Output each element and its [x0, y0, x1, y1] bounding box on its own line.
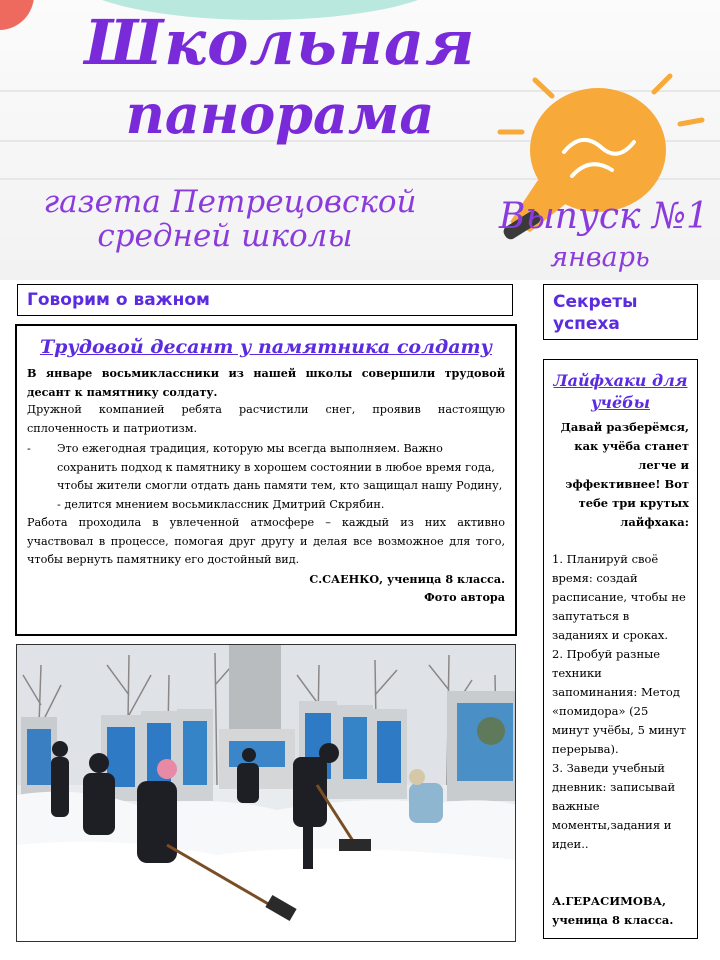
sidebar-author: А.ГЕРАСИМОВА, ученица 8 класса.: [552, 894, 674, 927]
photo-illustration: [17, 645, 516, 942]
article-photo: [16, 644, 516, 942]
newspaper-subtitle: газета Петрецовской: [43, 184, 417, 220]
article-author: С.САЕНКО, ученица 8 класса.: [309, 571, 505, 586]
article-title: Трудовой десант у памятника солдату: [40, 336, 492, 358]
issue-month: январь: [550, 242, 650, 273]
issue-number: Выпуск №1: [499, 196, 709, 237]
tip-item: 1. Планируй своё время: создай расписание, чтобы не запутаться в заданиях и сроках.: [552, 552, 686, 642]
article: [15, 324, 517, 636]
section-header-important: Говорим о важном: [17, 284, 513, 316]
sidebar-lifehacks: [543, 359, 698, 939]
sidebar-title: Лайфхаки для учёбы: [553, 371, 688, 412]
section-header-success: Секреты успеха: [543, 284, 698, 340]
tip-item: 2. Пробуй разные техники запоминания: Метод «помидора» (25 минут учёбы, 5 минут перерыва).: [552, 647, 686, 756]
masthead: [0, 0, 720, 280]
quote-text: Это ежегодная традиция, которую мы всегда выполняем. Важно сохранить подход к памятнику в хорошем состоянии в любое время года, чтобы жители смогли отдать дань памяти тем, кто защищал нашу Родину, - делится мнением восьмиклассник Дмитрий Скрябин.: [57, 442, 503, 511]
article-paragraph: Работа проходила в увлеченной атмосфере – каждый из них активно участвовал в процессе, помогая друг другу и делая все возможное для того, чтобы вернуть памятнику его достойный вид.: [27, 516, 505, 566]
newspaper-title: Школьная: [84, 6, 476, 79]
article-paragraph: Дружной компанией ребята расчистили снег, проявив настоящую сплоченность и патриотизм.: [27, 403, 505, 435]
newspaper-subtitle-line2: средней школы: [97, 218, 353, 254]
newspaper-title-line2: панорама: [125, 82, 435, 146]
sidebar-intro: Давай разберёмся, как учёба станет легче и эффективнее! Вот тебе три крутых лайфхака:: [560, 420, 689, 529]
tip-item: 3. Заведи учебный дневник: записывай важные моменты,задания и идеи..: [552, 761, 676, 851]
photo-credit: Фото автора: [424, 590, 505, 604]
quote-dash: -: [27, 442, 31, 455]
article-lead: В январе восьмиклассники из нашей школы совершили трудовой десант к памятнику солдату.: [27, 366, 505, 399]
article-quote: [27, 440, 505, 514]
